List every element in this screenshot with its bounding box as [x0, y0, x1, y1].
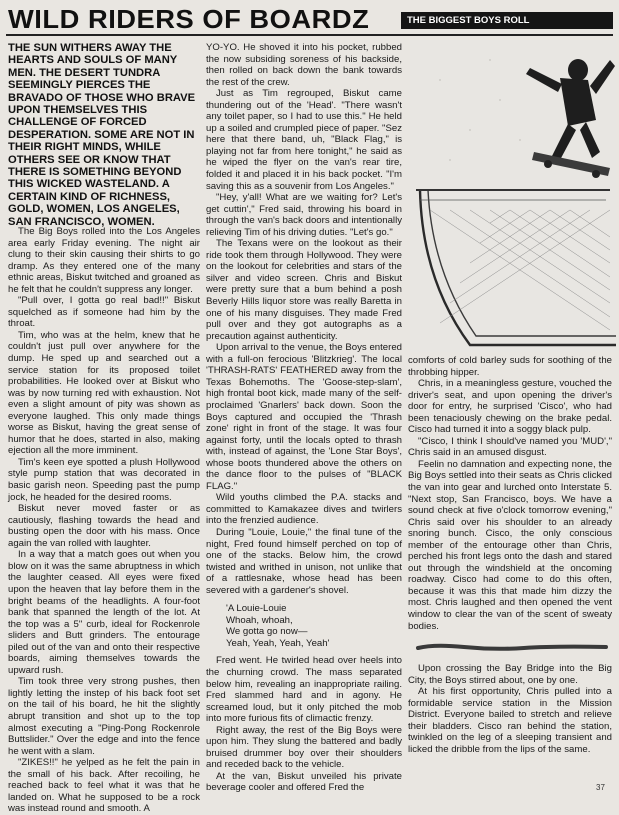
paragraph: YO-YO. He shoved it into his pocket, rubbed the now subsiding soreness of his backside, then rolled on back down the bank towards the rest of the crew. [206, 42, 402, 88]
paragraph: Wild youths climbed the P.A. stacks and committed to Kamakazee dives and twirlers into the frenzied audience. [206, 492, 402, 527]
column-4 [408, 663, 612, 783]
paragraph: At the van, Biskut unveiled his private beverage cooler and offered Fred the [206, 770, 402, 794]
lyric-line: Yeah, Yeah, Yeah, Yeah' [226, 637, 330, 649]
page-number: 37 [596, 783, 605, 792]
paragraph: The Big Boys rolled into the Los Angeles area early Friday evening. The night air clung to their skin causing their shirts to go dramp. As they entered one of the many ethnic areas, Biskut twitched and groaned as he felt that he couldn't suppress any longer. [8, 226, 200, 295]
paragraph: Upon crossing the Bay Bridge into the Big City, the Boys stirred about, one by one. [408, 663, 612, 686]
paragraph: "ZIKES!!" he yelped as he felt the pain in the small of his back. After recoiling, he reached back to feel what it was that he landed on. What he supposed to be a rock was instead round and smooth. A [8, 757, 200, 815]
paragraph: "Cisco, I think I should've named you 'MUD'," Chris said in an amused disgust. [408, 435, 612, 459]
paragraph: Tim took three very strong pushes, then lightly letting the instep of his back foot set on the tail of his board, he hit the slightly abrupt transition and shot up to the top almost executing a "Ping-Pong Rockenrole Buttslider." Over the edge and into the fence he went with a slam. [8, 676, 200, 757]
column-1 [8, 226, 200, 815]
paragraph: Just as Tim regrouped, Biskut came thundering out of the 'Head'. "There wasn't any toilet paper, so I had to use this." He held up a soiled and crumpled piece of paper. "Sez here that there band, uh, "Black Flag," is playing not far from here tonight," he said as he wiped the flyer on the van's rear tire, folded it and placed it in his back pocket. "I'm saving this as a souvenir from Los Angeles." [206, 88, 402, 192]
paragraph: Tim, who was at the helm, knew that he couldn't just pull over anywhere for the dump. He sped up and searched out a service station for its proposed toilet probabilities. He looked over at Biskut who was by now turning red with exhaustion. Not even a slight amount of pity was shown as everyone laughed. This only made things worse as Biskut, having the great sense of humor that he does, started in also, making ejection all the more imminent. [8, 329, 200, 457]
paragraph: Feelin no damnation and expecting none, the Big Boys settled into their seats as Chris clicked the van into gear and lurched onto Interstate 5. "Next stop, San Francisco, boys. We have a sound check at five o'clock tomorrow evening," Chris said over his shoulder to an already snoring bunch. Cisco, the only conscious member of the entourage other than Chris, perched his front legs onto the dash and stared out through the windshield at the oncoming roadway. Cisco had come to do this often, because it was this that made him dizzy the most. Chris laughed and then opened the vent window to clear the van of the scent of sweaty bodies. [408, 458, 612, 632]
section-badge: THE BIGGEST BOYS ROLL [401, 12, 613, 29]
paragraph: Biskut never moved faster or as cautiously, flashing towards the head and busting open the door with his mass. Once again the van rolled with laughter. [8, 503, 200, 549]
paragraph: Right away, the rest of the Big Boys were upon him. They slung the battered and badly bruised drummer boy over their shoulders and receded back to the vehicle. [206, 724, 402, 771]
paragraph: In a way that a match goes out when you blow on it was the same abruptness in which the laughter ceased. All eyes were fixed upon the heaven that lay before them in the bright beams of the headlights. A four-foot bank that spanned the length of the lot. At the top was a 5" curb, ideal for Rockenrole sliders and Butt grinders. The entourage piled out of the van and onto their respective boards, aiming themselves towards the upward rush. [8, 549, 200, 676]
lyric-line: 'A Louie-Louie [226, 603, 287, 615]
skater-photo [410, 40, 616, 352]
paragraph: Tim's keen eye spotted a plush Hollywood style pump station that was decorated in basic garish neon. Speeding past the pump jock, he headed for the desired rooms. [8, 456, 200, 503]
paragraph: "Hey, y'all! What are we waiting for? Let's get cuttin'," Fred said, throwing his board in through the van's back doors and intentionally relieving Tim of his driving duties. "Let's go." [206, 192, 402, 238]
column-2 [206, 42, 402, 792]
header-rule [6, 34, 613, 36]
paragraph: During "Louie, Louie," the final tune of the night, Fred found himself perched on top of one of the stacks. Below him, the crowd twisted and writhed in unison, not unlike that of a rattlesnake, whose head has been severed with a gardener's shovel. [206, 526, 402, 596]
intro-paragraph: THE SUN WITHERS AWAY THE HEARTS AND SOULS OF MANY MEN. THE DESERT TUNDRA SEEMINGLY PIERCES THE BRAVADO OF THOSE WHO BRAVE UPON THEMSELVES THIS CHALLENGE OF FORCED DESPERATION. SOME ARE NOT IN THEIR RIGHT MINDS, WHILE OTHERS SEE OR KNOW THAT THERE IS SOMETHING BEYOND THIS WICKED WASTELAND. A CERTAIN KIND OF RICHNESS, GOLD, WOMEN, LOS ANGELES, SAN FRANCISCO, WOMEN. [8, 42, 196, 228]
brush-stroke-divider [414, 643, 610, 653]
paragraph: Upon arrival to the venue, the Boys entered with a full-on ferocious 'Blitzkrieg'. The local 'THRASH-RATS' FEATHERED away from the Texas Bohemoths. The 'Goose-step-slam', high frontal boot kick, made many of the self-proclaimed 'Gnarlers' back down. Soon the Boys captured and occupied the 'Thrash zone' right in front of the stage. It was four against forty, until the locals opted to thrash with, instead of against, the 'Lone Star Boys', whose boots thundered above the others on the dance floor to the pulses of "BLACK FLAG." [206, 342, 402, 492]
article-title: WILD RIDERS OF BOARDZ [8, 4, 370, 34]
paragraph: "Pull over, I gotta go real bad!!" Biskut squelched as if someone had him by the throat. [8, 295, 200, 330]
paragraph: The Texans were on the lookout as their ride took them through Hollywood. They were on the lookout for celebrities and stars of the silver and video screen. Chris and Biskut were pretty sure that a bum behind a posh Beverly Hills liquor store was really Baretta in one of his many disguises. They made Fred pull over and they got autographs as a precaution against authenticity. [206, 238, 402, 342]
paragraph: At his first opportunity, Chris pulled into a formidable service station in the Mission District. Everyone bailed to stretch and relieve their bladders. Cisco ran behind the station, twinkled on the leg of a sleeping transient and licked the dribble from the lips of the same. [408, 686, 612, 755]
lyric-line: Whoah, whoah, [226, 614, 293, 626]
paragraph: Fred went. He twirled head over heels into the churning crowd. The mass separated below him, revealing an inappropriate railing. Fred slammed hard and in agony. He screamed loud, but it only pitched the mob into more furious fits of climactic frenzy. [206, 655, 402, 725]
lyric-line: We gotta go now— [226, 626, 308, 638]
paragraph: Chris, in a meaningless gesture, vouched the driver's seat, and upon opening the driver's door for entry, he surprised 'Cisco', who had been tenaciously chewing on the brake pedal. Cisco had turned it into a soggy black pulp. [408, 378, 612, 436]
paragraph: comforts of cold barley suds for soothing of the throbbing hipper. [408, 355, 612, 378]
